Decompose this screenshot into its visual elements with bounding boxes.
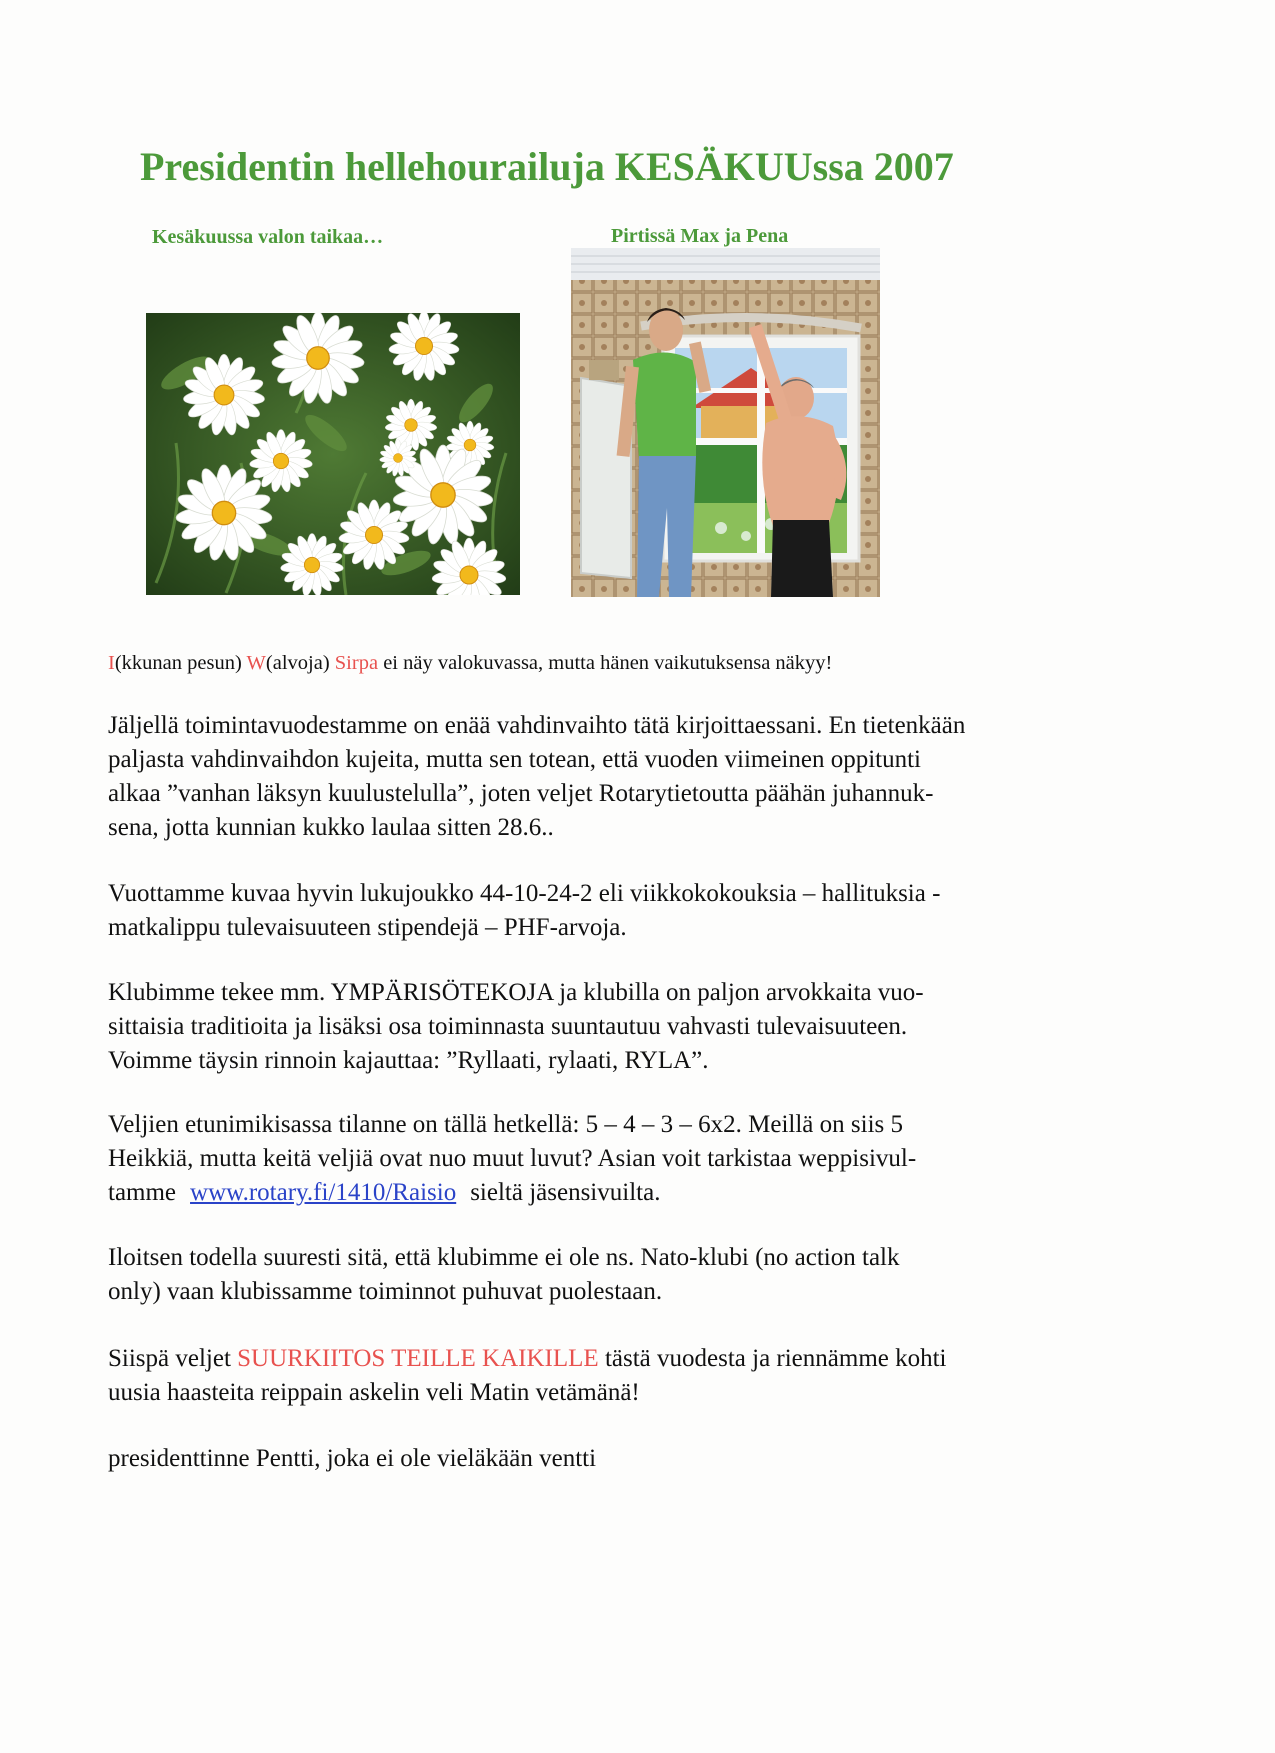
paragraph-5-line-1: Iloitsen todella suuresti sitä, että klubimme ei ole ns. Nato-klubi (no action talk (108, 1244, 900, 1271)
thanks-highlight: SUURKIITOS TEILLE KAIKILLE (237, 1345, 599, 1372)
lead-i-rest: (kkunan pesun) (114, 652, 247, 674)
lead-i-letter: I (108, 652, 115, 674)
lead-w-letter: W (246, 652, 266, 674)
daisy-flowers-illustration (146, 313, 520, 595)
lead-name-sirpa: Sirpa (334, 652, 379, 674)
page-title: Presidentin hellehourailuja KESÄKUUssa 2007 (140, 144, 954, 189)
paragraph-5-line-2: only) vaan klubissamme toiminnot puhuvat puolestaan. (108, 1278, 663, 1305)
paragraph-2 (108, 877, 1128, 945)
signature-line: presidenttinne Pentti, joka ei ole vieläkään ventti (108, 1445, 597, 1472)
paragraph-4-line-1: Veljien etunimikisassa tilanne on tällä hetkellä: 5 – 4 – 3 – 6x2. Meillä on siis 5 (108, 1111, 904, 1138)
paragraph-4-line-3-pre: tamme (108, 1179, 177, 1206)
paragraph-4 (108, 1108, 1128, 1210)
paragraph-3-line-1: Klubimme tekee mm. YMPÄRISÖTEKOJA ja klubilla on paljon arvokkaita vuo- (108, 979, 924, 1006)
paragraph-1-line-2: paljasta vahdinvaihdon kujeita, mutta sen totean, että vuoden viimeinen oppitunti (108, 746, 922, 773)
left-photo-caption: Kesäkuussa valon taikaa… (152, 226, 384, 248)
paragraph-3-line-3: Voimme täysin rinnoin kajauttaa: ”Ryllaati, rylaati, RYLA”. (108, 1047, 709, 1074)
paragraph-2-line-2: matkalippu tulevaisuuteen stipendejä – PHF-arvoja. (108, 914, 627, 941)
paragraph-1-line-1: Jäljellä toimintavuodestamme on enää vahdinvaihto tätä kirjoittaessani. En tietenkään (108, 712, 966, 739)
lead-w-rest: (alvoja) (265, 652, 335, 674)
paragraph-6-line-1-pre: Siispä veljet (108, 1345, 238, 1372)
paragraph-5 (108, 1241, 1128, 1309)
paragraph-6-line-1-post: tästä vuodesta ja riennämme kohti (598, 1345, 947, 1372)
paragraph-6 (108, 1342, 1128, 1410)
paragraph-1 (108, 709, 1128, 845)
lead-rest: ei näy valokuvassa, mutta hänen vaikutuksensa näkyy! (378, 652, 833, 674)
right-photo-caption: Pirtissä Max ja Pena (611, 225, 789, 247)
paragraph-3-line-2: sittaisia traditioita ja lisäksi osa toiminnasta suuntautuu vahvasti tulevaisuuteen. (108, 1013, 908, 1040)
paragraph-4-line-3-post: sieltä jäsensivuilta. (470, 1179, 661, 1206)
photo-lead-text (108, 652, 832, 675)
daisy-flowers-photo (146, 313, 520, 595)
paragraph-3 (108, 976, 1128, 1078)
two-men-window-photo (571, 248, 880, 597)
paragraph-6-line-2: uusia haasteita reippain askelin veli Matin vetämänä! (108, 1379, 640, 1406)
paragraph-1-line-4: sena, jotta kunnian kukko laulaa sitten 28.6.. (108, 814, 554, 841)
room-window-illustration (571, 248, 880, 597)
paragraph-2-line-1: Vuottamme kuvaa hyvin lukujoukko 44-10-24-2 eli viikkokokouksia – hallituksia - (108, 880, 941, 907)
rotary-website-link[interactable]: www.rotary.fi/1410/Raisio (190, 1179, 457, 1206)
paragraph-1-line-3: alkaa ”vanhan läksyn kuulustelulla”, joten veljet Rotarytietoutta päähän juhannuk- (108, 780, 934, 807)
paragraph-4-line-2: Heikkiä, mutta keitä veljiä ovat nuo muut luvut? Asian voit tarkistaa weppisivul- (108, 1145, 917, 1172)
